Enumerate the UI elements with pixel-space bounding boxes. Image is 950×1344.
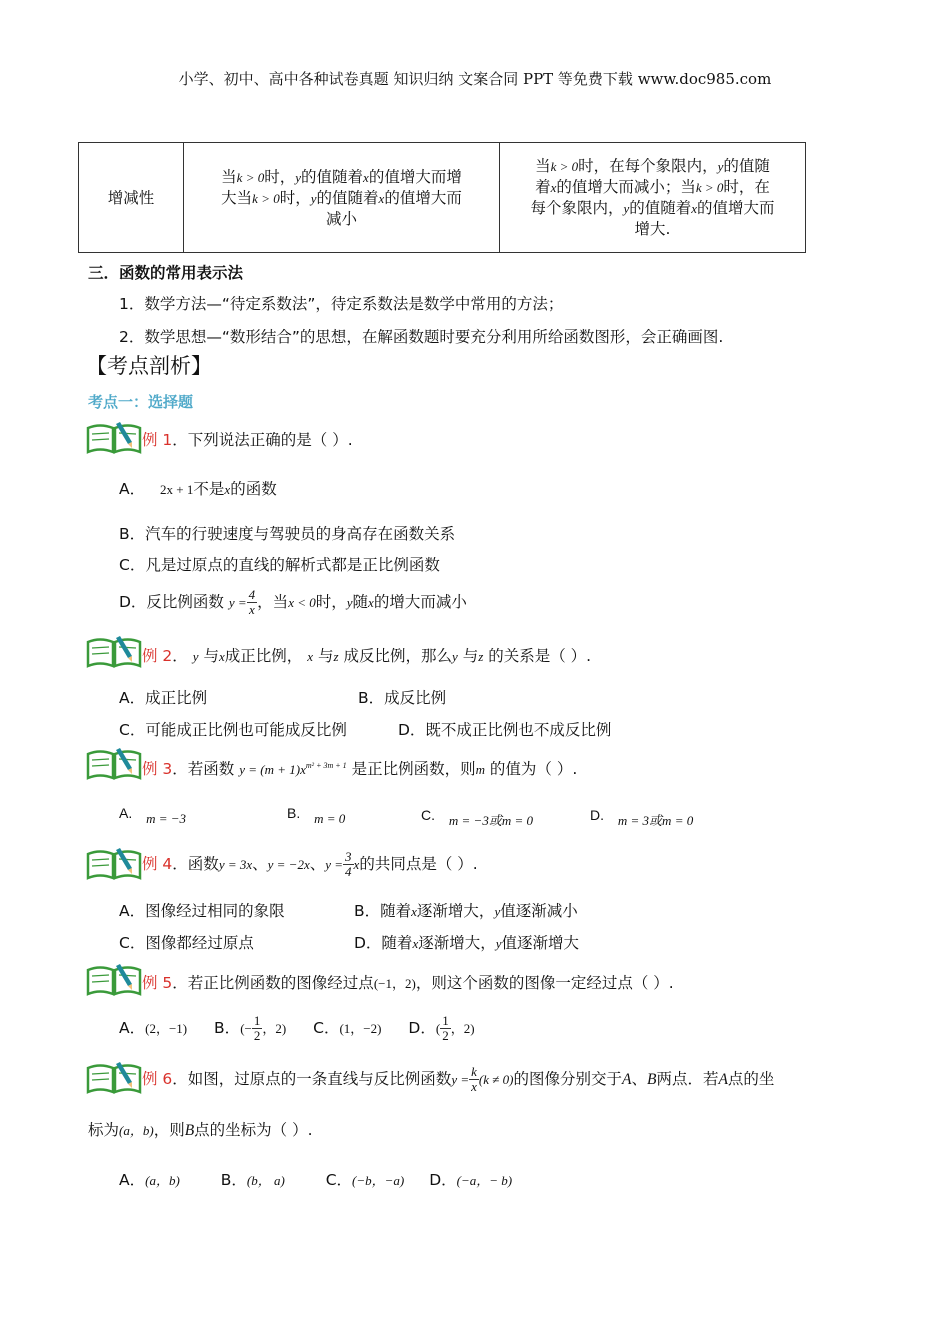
example-2-option-d: D．既不成正比例也不成反比例 [398,721,612,739]
example-4-option-d: D．随着x逐渐增大，y值逐渐增大 [354,934,580,952]
example-4-option-b: B．随着x逐渐增大，y值逐渐减小 [354,902,578,920]
example-3-option-a: A. m = −3 [119,805,187,826]
book-pencil-icon [86,1060,142,1094]
page-header: 小学、初中、高中各种试卷真题 知识归纳 文案合同 PPT 等免费下载 www.doc985.com [178,70,772,88]
example-6-stem-cont: 标为(a，b)，则B点的坐标为（ ）. [88,1121,313,1139]
example-6-option-d: D．(−a，− b) [429,1171,513,1189]
fraction: $\frac{3}{4}$ [345,849,352,879]
kaodian-subtitle: 考点一：选择题 [88,393,194,411]
fraction: $\frac{1}{2}$ [253,1013,261,1043]
example-3-option-d: D. m = 3或m = 0 [590,807,694,828]
kaodian-title: 【考点剖析】 [86,354,212,378]
book-pencil-icon [86,634,142,668]
example-6-options [119,1168,512,1190]
row-label: 增减性 [79,143,184,253]
example-5-options [119,1010,475,1047]
book-pencil-icon [86,846,142,880]
example-2-stem: 例 2． y 与x成正比例， x 与z 成反比例，那么y 与z 的关系是（ ）. [142,647,592,665]
example-4-option-a: A．图像经过相同的象限 [119,902,285,920]
example-4-stem: 例 4．函数y = 3x、y = −2x、y = $\frac{3}{4}$ x的共同点是（ ）. [142,849,478,879]
example-5-stem: 例 5．若正比例函数的图像经过点(−1，2)，则这个函数的图像一定经过点（ ）. [142,974,674,992]
book-pencil-icon [86,746,142,780]
fraction: $\frac{4}{x}$ [248,587,256,617]
example-6-option-a: A．(a，b) [119,1171,180,1189]
fraction: $\frac{k}{x}$ [471,1064,477,1094]
example-5-option-c: C．(1，−2) [313,1019,382,1037]
example-2-option-a: A．成正比例 [119,689,208,707]
table-cell-quadrant: 当k > 0时，在每个象限内，y的值随 着x的值增大而减小；当k > 0时，在 每个象限内，y的值随着x的值增大而 增大. [500,143,806,253]
example-3-stem: 例 3．若函数 $y = (m + 1)x^{m^2 + 3m + 1}$ 是正比例函数，则m 的值为（ ）. [142,760,578,778]
example-1-option-c: C．凡是过原点的直线的解析式都是正比例函数 [119,556,440,574]
book-pencil-icon [86,962,142,996]
example-6-stem: 例 6．如图，过原点的一条直线与反比例函数y = $\frac{k}{x}$ (k ≠ 0)的图像分别交于A、B两点．若A点的坐 [142,1064,775,1094]
example-5-option-d: D．( $\frac{1}{2}$ ，2) [408,1013,475,1043]
example-3-option-b: B. m = 0 [287,805,346,826]
example-1-option-a: A． 2x + 1不是x的函数 [119,480,277,498]
example-6-option-c: C．(−b，−a) [325,1171,405,1189]
section-title: 三．函数的常用表示法 [88,264,244,282]
book-pencil-icon [86,420,142,454]
example-5-option-a: A．(2，−1) [119,1019,188,1037]
fraction: $\frac{1}{2}$ [442,1013,449,1043]
example-2-option-b: B．成反比例 [358,689,447,707]
section-paragraph-1: 1．数学方法—“待定系数法”，待定系数法是数学中常用的方法； [119,295,564,313]
example-1-option-b: B．汽车的行驶速度与驾驶员的身高存在函数关系 [119,525,456,543]
example-5-option-b: B．(− $\frac{1}{2}$ ，2) [214,1013,287,1043]
example-6-option-b: B．(b， a) [220,1171,285,1189]
example-1-stem: 例 1．下列说法正确的是（ ）. [142,431,353,449]
example-4-option-c: C．图像都经过原点 [119,934,254,952]
property-table [78,142,806,253]
example-2-option-c: C．可能成正比例也可能成反比例 [119,721,347,739]
example-3-option-c: C. m = −3或m = 0 [421,807,533,828]
example-1-option-d: D．反比例函数 y = $\frac{4}{x}$ ，当x < 0时，y随x的增大而减小 [119,587,467,617]
section-paragraph-2: 2．数学思想—“数形结合”的思想，在解函数题时要充分利用所给函数图形，会正确画图. [119,328,724,346]
table-cell-k-positive: 当k > 0时，y的值随着x的值增大而增 大当k > 0时，y的值随着x的值增大而 减小 [184,143,500,253]
